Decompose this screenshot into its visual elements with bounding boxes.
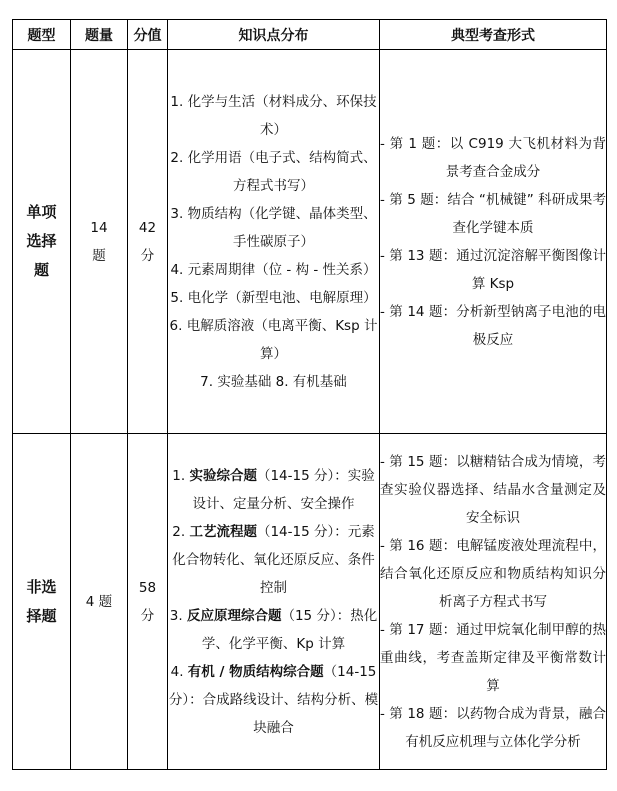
knowledge-item: 5. 电化学（新型电池、电解原理） <box>170 289 377 306</box>
score-line: 分 <box>140 607 155 624</box>
score-line: 分 <box>140 247 155 264</box>
type-line: 择题 <box>26 606 57 625</box>
type-line: 单项 <box>26 203 57 221</box>
question-count-cell <box>71 50 128 434</box>
header-knowledge: 知识点分布 <box>168 20 380 50</box>
typical-item: - 第 16 题：电解锰废液处理流程中，结合氧化还原反应和物质结构知识分析离子方程式书写 <box>380 537 606 610</box>
header-typical: 典型考查形式 <box>380 20 607 50</box>
knowledge-item <box>168 518 379 602</box>
knowledge-item: 4. 元素周期律（位 - 构 - 性关系） <box>170 261 377 278</box>
knowledge-item <box>168 462 379 518</box>
typical-cell <box>380 434 607 770</box>
typical-item: - 第 15 题：以糖精钴合成为情境，考查实验仪器选择、结晶水含量测定及安全标识 <box>380 453 606 526</box>
count-line: 4 题 <box>85 593 113 610</box>
typical-item: - 第 18 题：以药物合成为背景，融合有机反应机理与立体化学分析 <box>380 705 606 750</box>
table-row <box>13 434 607 770</box>
knowledge-item: 2. 化学用语（电子式、结构简式、方程式书写） <box>170 149 377 194</box>
knowledge-cell <box>168 50 380 434</box>
score-cell <box>128 50 168 434</box>
item-title: 工艺流程题 <box>189 523 257 540</box>
item-detail: （14-15 分）：实验设计、定量分析、安全操作 <box>192 467 375 512</box>
item-detail: （14-15 分）：合成路线设计、结构分析、模块融合 <box>168 663 379 736</box>
item-detail: （14-15 分）：元素化合物转化、氧化还原反应、条件控制 <box>172 523 375 596</box>
knowledge-item: 7. 实验基础 8. 有机基础 <box>200 373 347 390</box>
item-title: 实验综合题 <box>189 467 257 484</box>
knowledge-cell <box>168 434 380 770</box>
score-line: 58 <box>138 579 157 596</box>
type-line: 非选 <box>26 577 57 596</box>
knowledge-item: 3. 物质结构（化学键、晶体类型、手性碳原子） <box>170 205 377 250</box>
item-title: 有机 / 物质结构综合题 <box>187 663 324 680</box>
type-line: 题 <box>33 261 49 279</box>
knowledge-item: 1. 化学与生活（材料成分、环保技术） <box>170 93 377 138</box>
item-title: 反应原理综合题 <box>186 607 282 624</box>
exam-analysis-table <box>12 19 607 770</box>
header-type: 题型 <box>13 20 71 50</box>
count-line: 题 <box>92 247 106 264</box>
item-detail: （15 分）：热化学、化学平衡、Kp 计算 <box>201 607 378 652</box>
typical-item: - 第 1 题：以 C919 大飞机材料为背景考查合金成分 <box>380 135 606 180</box>
item-number: 3. <box>169 607 183 624</box>
header-count: 题量 <box>71 20 128 50</box>
table-header-row <box>13 20 607 50</box>
typical-item: - 第 13 题：通过沉淀溶解平衡图像计算 Ksp <box>380 247 606 292</box>
typical-item: - 第 5 题：结合 “机械键” 科研成果考查化学键本质 <box>380 191 606 236</box>
question-type-cell <box>13 434 71 770</box>
question-type-cell <box>13 50 71 434</box>
count-line: 14 <box>90 219 108 236</box>
type-line: 选择 <box>26 232 57 250</box>
item-number: 4. <box>170 663 184 680</box>
knowledge-item <box>168 602 379 658</box>
typical-item: - 第 17 题：通过甲烷氧化制甲醇的热重曲线，考查盖斯定律及平衡常数计算 <box>380 621 606 694</box>
header-score: 分值 <box>128 20 168 50</box>
typical-cell <box>380 50 607 434</box>
table-row <box>13 50 607 434</box>
knowledge-item <box>168 658 379 742</box>
item-number: 1. <box>172 467 186 484</box>
question-count-cell <box>71 434 128 770</box>
knowledge-item: 6. 电解质溶液（电离平衡、Ksp 计算） <box>169 317 378 362</box>
score-line: 42 <box>138 219 157 236</box>
score-cell <box>128 434 168 770</box>
typical-item: - 第 14 题：分析新型钠离子电池的电极反应 <box>380 303 606 348</box>
item-number: 2. <box>172 523 186 540</box>
